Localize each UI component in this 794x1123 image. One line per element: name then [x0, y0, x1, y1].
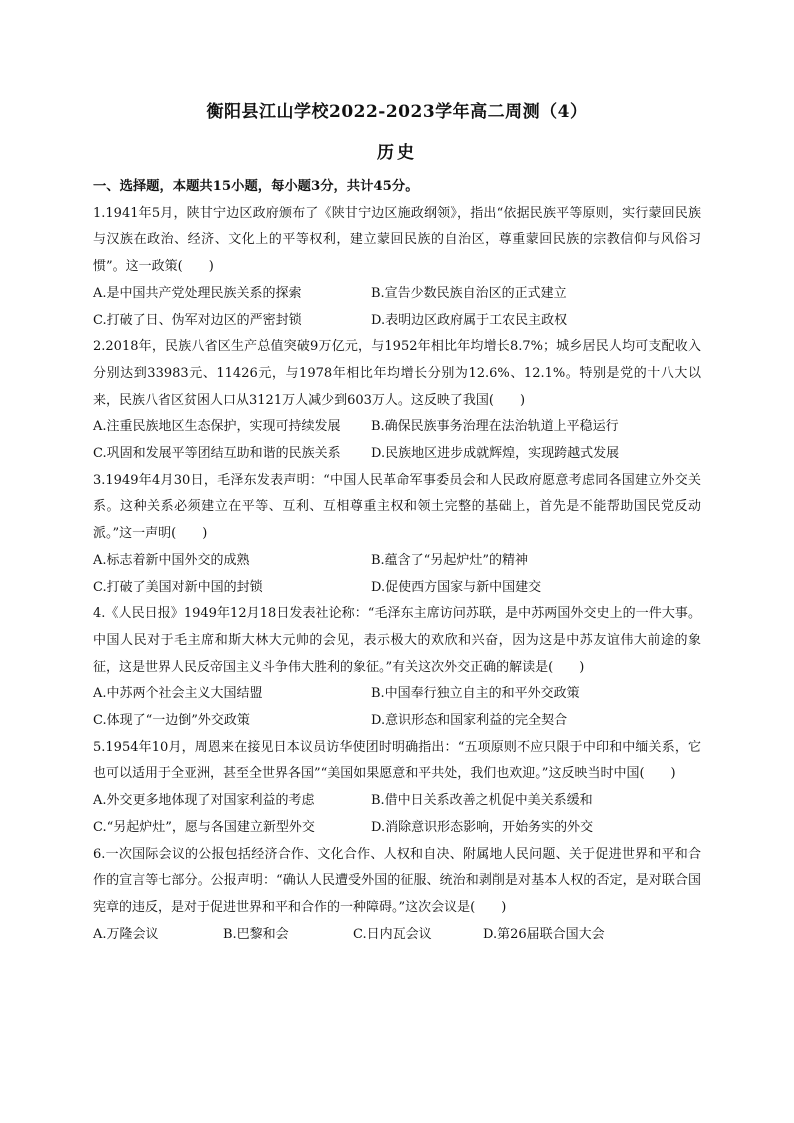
question-1: [93, 201, 701, 335]
option-c: C.“另起炉灶”，愿与各国建立新型外交: [93, 819, 315, 835]
option-a: A.中苏两个社会主义大国结盟: [93, 686, 263, 702]
option-row: [93, 548, 701, 575]
option-a: A.注重民族地区生态保护，实现可持续发展: [93, 419, 341, 435]
option-a: A.万隆会议: [93, 926, 159, 942]
question-5: [93, 735, 701, 842]
option-row: [93, 414, 701, 441]
option-row: [93, 441, 701, 468]
option-b: B.宣告少数民族自治区的正式建立: [371, 285, 567, 301]
option-c: C.日内瓦会议: [353, 926, 432, 942]
option-a: A.外交更多地体现了对国家利益的考虑: [93, 793, 315, 809]
question-stem: 1.1941年5月，陕甘宁边区政府颁布了《陕甘宁边区施政纲领》，指出“依据民族平等原则，实行蒙回民族与汉族在政治、经济、文化上的平等权利，建立蒙回民族的自治区，尊重蒙回民族的宗教信仰与风俗习惯”。这一政策( ): [93, 205, 701, 275]
question-stem: 4.《人民日报》1949年12月18日发表社论称：“毛泽东主席访问苏联，是中苏两国外交史上的一件大事。中国人民对于毛主席和斯大林大元帅的会见，表示极大的欢欣和兴奋，因为这是中苏友谊伟大前途的象征，这是世界人民反帝国主义斗争伟大胜利的象征。”有关这次外交正确的解读是( ): [93, 606, 701, 675]
question-stem: 5.1954年10月，周恩来在接见日本议员访华使团时明确指出：“五项原则不应只限于中印和中缅关系，它也可以适用于全亚洲，甚至全世界各国”“美国如果愿意和平共处，我们也欢迎。”这反映当时中国( ): [93, 739, 701, 782]
option-b: B.巴黎和会: [223, 926, 289, 942]
exam-subject: 历史: [377, 143, 417, 163]
option-row: [93, 308, 701, 335]
section-header: 一、选择题，本题共15小题，每小题3分，共计45分。: [93, 179, 419, 194]
question-stem: 6.一次国际会议的公报包括经济合作、文化合作、人权和自决、附属地人民问题、关于促进世界和平和合作的宣言等七部分。公报声明：“确认人民遭受外国的征服、统治和剥削是对基本人权的否定，是对联合国宪章的违反，是对于促进世界和平和合作的一种障碍。”这次会议是( ): [93, 846, 701, 915]
question-stem: 2.2018年，民族八省区生产总值突破9万亿元，与1952年相比年均增长8.7%；城乡居民人均可支配收入分别达到33983元、11426元，与1978年相比年均增长分别为12.6%、12.1%。特别是党的十八大以来，民族八省区贫困人口从3121万人减少到603万人。这反映了我国( ): [93, 339, 701, 408]
option-row: [93, 708, 701, 735]
option-c: C.巩固和发展平等团结互助和谐的民族关系: [93, 446, 341, 462]
option-b: B.中国奉行独立自主的和平外交政策: [371, 686, 580, 702]
option-row: [93, 575, 701, 602]
option-d: D.表明边区政府属于工农民主政权: [371, 312, 568, 328]
exam-content: [93, 174, 701, 948]
option-b: B.蕴含了“另起炉灶”的精神: [371, 552, 528, 568]
option-c: C.打破了日、伪军对边区的严密封锁: [93, 312, 302, 328]
option-c: C.打破了美国对新中国的封锁: [93, 579, 263, 595]
option-d: D.民族地区进步成就辉煌，实现跨越式发展: [371, 446, 620, 462]
option-row: [93, 788, 701, 815]
question-3: [93, 468, 701, 602]
option-d: D.消除意识形态影响，开始务实的外交: [371, 819, 594, 835]
option-row: [93, 922, 701, 949]
option-d: D.第26届联合国大会: [483, 926, 605, 942]
question-6: [93, 842, 701, 949]
question-2: [93, 334, 701, 468]
question-4: [93, 601, 701, 735]
option-row: [93, 815, 701, 842]
question-stem: 3.1949年4月30日，毛泽东发表声明：“中国人民革命军事委员会和人民政府愿意考虑同各国建立外交关系。这种关系必须建立在平等、互利、互相尊重主权和领土完整的基础上，首先是不能帮助国民党反动派。”这一声明( ): [93, 472, 701, 542]
option-a: A.是中国共产党处理民族关系的探索: [93, 285, 302, 301]
option-row: [93, 281, 701, 308]
option-d: D.意识形态和国家利益的完全契合: [371, 713, 568, 729]
option-b: B.借中日关系改善之机促中美关系缓和: [371, 793, 593, 809]
option-a: A.标志着新中国外交的成熟: [93, 552, 250, 568]
option-c: C.体现了“一边倒”外交政策: [93, 713, 250, 729]
option-b: B.确保民族事务治理在法治轨道上平稳运行: [371, 419, 619, 435]
option-d: D.促使西方国家与新中国建交: [371, 579, 542, 595]
exam-title: 衡阳县江山学校2022-2023学年高二周测（4）: [206, 102, 588, 122]
option-row: [93, 681, 701, 708]
